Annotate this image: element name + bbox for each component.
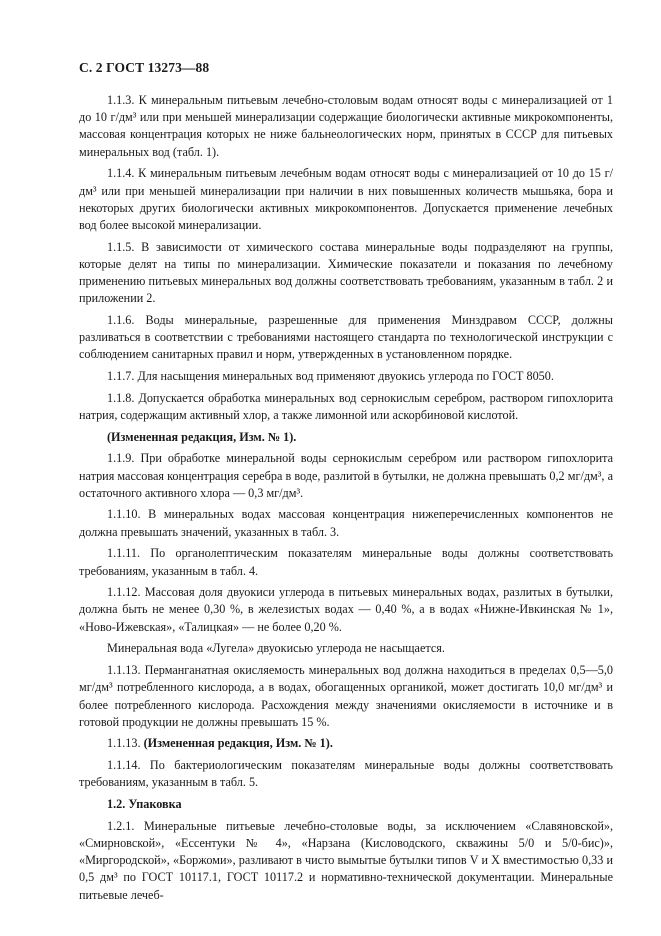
paragraph-1-1-14: 1.1.14. По бактериологическим показателям минеральные воды должны соответствовать требованиям, указанным в табл. 5. xyxy=(79,758,613,790)
paragraph-1-1-8: 1.1.8. Допускается обработка минеральных вод сернокислым серебром, раствором гипохлорита натрия, содержащим активный хлор, а также лимонной или аскорбиновой кислотой. xyxy=(79,390,613,422)
amendment-clause-number: 1.1.13. xyxy=(107,736,141,751)
paragraph-1-1-13: 1.1.13. Перманганатная окисляемость минеральных вод должна находиться в пределах 0,5—5,0 мг/дм³ потребленного кислорода, а в водах, обогащенных органикой, может достигать 10,0 мг/дм³ и более потребленного кислорода. Расхождения между значениями окисляемости в источнике и в готовой продукции не должны превышать 15 %. xyxy=(79,663,613,729)
document-body xyxy=(79,92,613,904)
paragraph-1-1-3: 1.1.3. К минеральным питьевым лечебно-столовым водам относят воды с минерализацией от 1 до 10 г/дм³ или при меньшей минерализации содержащие биологически активные микрокомпоненты, массовая концентрация которых не ниже бальнеологических норм, принятых в СССР для питьевых минеральных вод (табл. 1). xyxy=(79,93,613,159)
paragraph-1-2-1: 1.2.1. Минеральные питьевые лечебно-столовые воды, за исключением «Славяновской», «Смирновской», «Ессентуки № 4», «Нарзана (Кисловодского, скважины 5/0 и 5/0-бис)», «Миргородской», «Боржоми», разливают в чисто вымытые бутылки типов V и X вместимостью 0,33 и 0,5 дм³ по ГОСТ 10117.1, ГОСТ 10117.2 и нормативно-технической документации. Минеральные питьевые лечеб- xyxy=(79,818,613,902)
amendment-note-1-1-13 xyxy=(79,735,613,752)
paragraph-1-1-10: 1.1.10. В минеральных водах массовая концентрация нижеперечисленных компонентов не должна превышать значений, указанных в табл. 3. xyxy=(79,507,613,539)
amendment-note-text: (Измененная редакция, Изм. № 1). xyxy=(143,736,333,751)
paragraph-1-1-9: 1.1.9. При обработке минеральной воды сернокислым серебром или раствором гипохлорита натрия массовая концентрация серебра в воде, разлитой в бутылки, не должна превышать 0,2 мг/дм³, а остаточного активного хлора — 0,3 мг/дм³. xyxy=(79,451,613,500)
paragraph-1-1-12: 1.1.12. Массовая доля двуокиси углерода в питьевых минеральных водах, разлитых в бутылки, должна быть не менее 0,30 %, в железистых водах — 0,40 %, а в водах «Нижне-Ивкинская № 1», «Ново-Ижевская», «Талицкая» — не более 0,20 %. xyxy=(79,585,613,634)
paragraph-1-1-11: 1.1.11. По органолептическим показателям минеральные воды должны соответствовать требованиям, указанным в табл. 4. xyxy=(79,546,613,578)
paragraph-1-1-7: 1.1.7. Для насыщения минеральных вод применяют двуокись углерода по ГОСТ 8050. xyxy=(107,369,554,384)
page-header: С. 2 ГОСТ 13273—88 xyxy=(79,60,210,75)
paragraph-1-1-6: 1.1.6. Воды минеральные, разрешенные для применения Минздравом СССР, должны разливаться в соответствии с требованиями настоящего стандарта по технологической инструкции с соблюдением санитарных правил и норм, утвержденных в установленном порядке. xyxy=(79,312,613,362)
section-heading-packaging: 1.2. Упаковка xyxy=(107,797,182,812)
paragraph-1-1-5: 1.1.5. В зависимости от химического состава минеральные воды подразделяют на группы, которые делят на типы по минерализации. Химические показатели и показания по лечебному применению питьевых минеральных вод должны соответствовать требованиям, указанным в табл. 2 и приложении 2. xyxy=(79,239,613,306)
paragraph-1-1-4: 1.1.4. К минеральным питьевым лечебным водам относят воды с минерализацией от 10 до 15 г/дм³ или при меньшей минерализации при наличии в них повышенных количеств мышьяка, бора и некоторых других биологически активных микрокомпонентов. Допускается применение лечебных вод более высокой минерализации. xyxy=(79,166,613,232)
paragraph-lugela: Минеральная вода «Лугела» двуокисью углерода не насыщается. xyxy=(107,641,445,656)
amendment-note: (Измененная редакция, Изм. № 1). xyxy=(107,429,297,444)
